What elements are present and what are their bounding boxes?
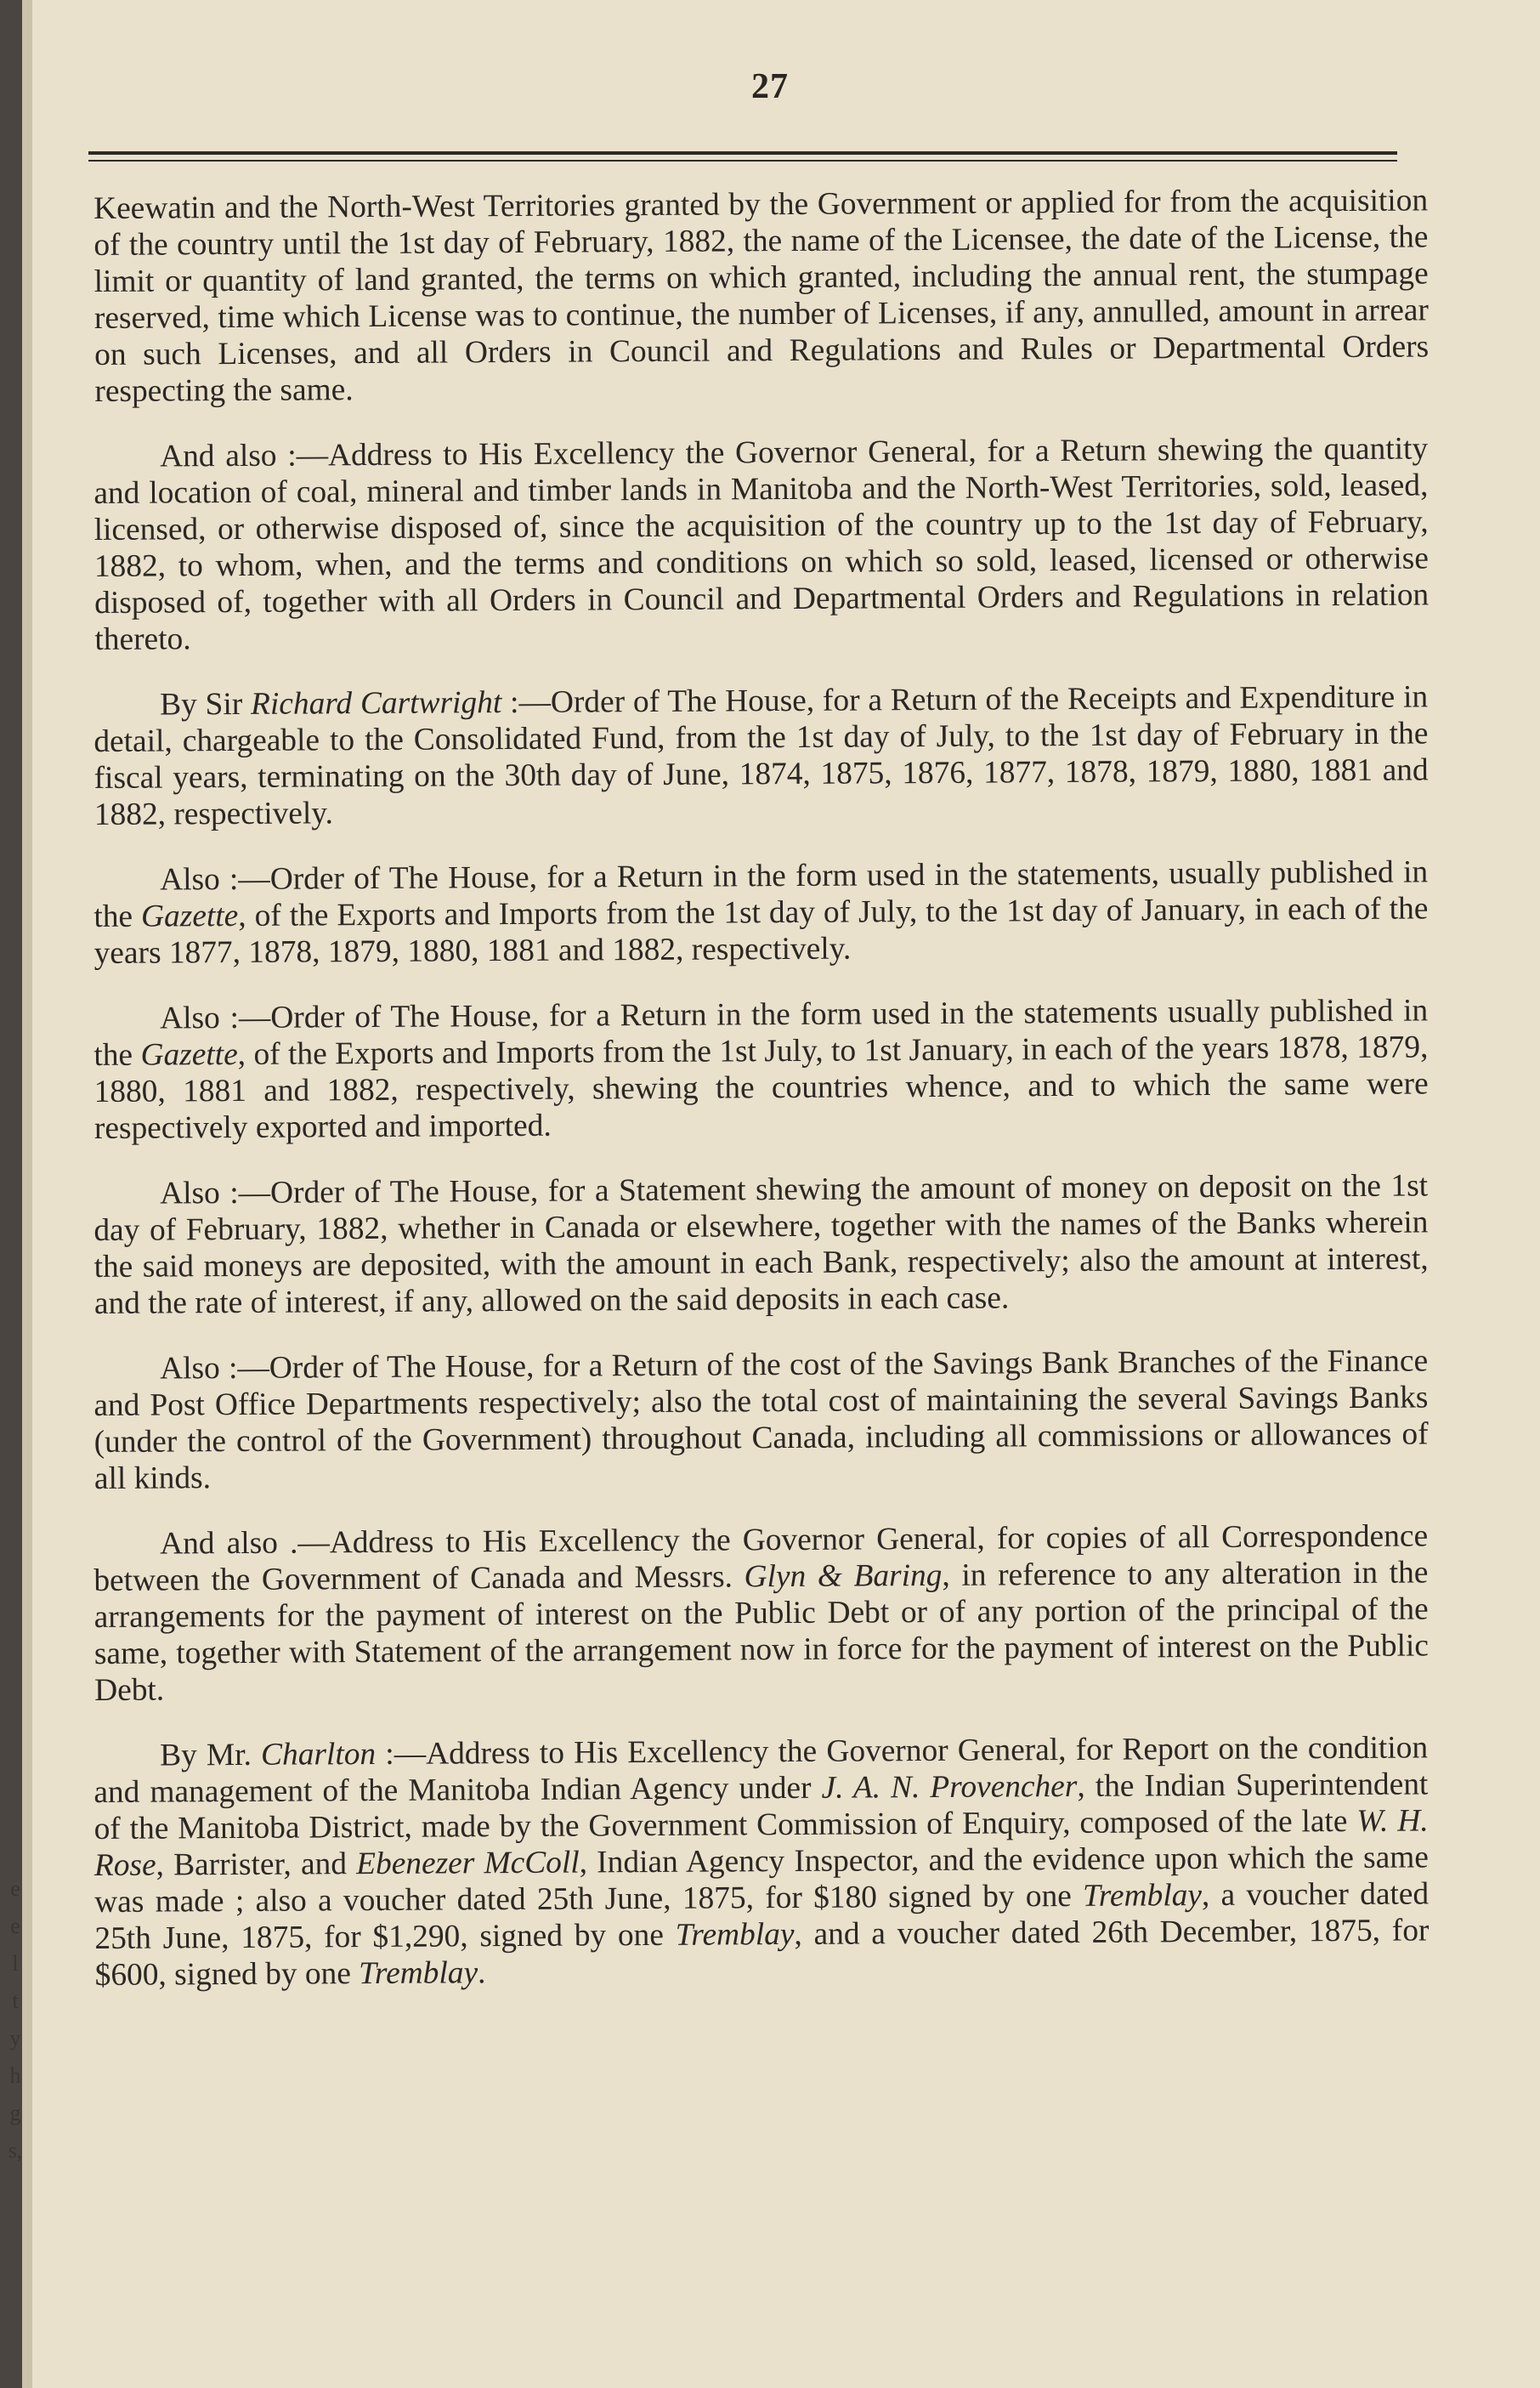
paragraph-text: By Sir xyxy=(160,686,252,723)
paragraph-text: Also :—Order of The House, for a Return of the cost of the Savings Bank Branches of the Finance and Post Office Departments respectively; also the total cost of maintaining the several Savings Banks (under the control of the Government) throughout Canada, including all commissions or allowances of all kinds. xyxy=(93,1343,1429,1496)
paragraph-text: Keewatin and the North-West Territories granted by the Government or applied for from the acquisition of the country until the 1st day of February, 1882, the name of the Licensee, the date of the License, the limit or quantity of land granted, the terms on which granted, including the annual rent, the stumpage reserved, time which License was to continue, the number of Licenses, if any, annulled, amount in arrear on such Licenses, and all Orders in Council and Regulations and Rules or Departmental Orders respecting the same. xyxy=(93,183,1430,409)
paragraph-4 xyxy=(93,854,1429,972)
italic-name-text: Tremblay xyxy=(675,1916,795,1953)
margin-glyph: g xyxy=(9,2101,21,2125)
paragraph-text: , of the Exports and Imports from the 1st July, to 1st January, in each of the years 1878, 1879, 1880, 1881 and 1882, respectively, shewing the countries whence, and to which the same were respectively exported and imported. xyxy=(93,1030,1429,1146)
page-number: 27 xyxy=(751,67,789,106)
paragraph-text: , the Indian Superintendent of the Manitoba District, made by the Government Commission of Enquiry, composed of the late xyxy=(93,1767,1429,1846)
italic-name-text: Charlton xyxy=(260,1736,377,1773)
paragraph-text: Also :—Order of The House, for a Return in the form used in the statements, usually published in the xyxy=(93,854,1429,934)
paragraph-3 xyxy=(93,678,1429,833)
margin-glyph: l xyxy=(12,1951,19,1976)
previous-page-margin-fragments xyxy=(0,1870,31,2170)
paragraph-2 xyxy=(93,430,1430,658)
italic-name-text: Tremblay xyxy=(1082,1878,1203,1914)
paragraph-9 xyxy=(93,1729,1430,1994)
margin-glyph: y xyxy=(9,2026,21,2051)
paragraph-7 xyxy=(93,1342,1429,1497)
paragraph-text: , in reference to any alteration in the arrangements for the payment of interest on the Public Debt or of any portion of the principal of the same, together with Statement of the arrangement now in force for the payment of interest on the Public Debt. xyxy=(93,1555,1430,1708)
page-body xyxy=(93,183,1430,2022)
paragraph-8 xyxy=(93,1517,1429,1709)
italic-name-text: Glyn & Baring xyxy=(744,1557,943,1595)
paragraph-text: Also :—Order of The House, for a Return in the form used in the statements usually published in the xyxy=(93,993,1429,1073)
paragraph-text: :—Order of The House, for a Return of the Receipts and Expenditure in detail, chargeable to the Consolidated Fund, from the 1st day of July, to the 1st day of February in the fiscal years, terminating on the 30th day of June, 1874, 1875, 1876, 1877, 1878, 1879, 1880, 1881 and 1882, respectively. xyxy=(93,679,1429,832)
italic-name-text: Ebenezer McColl xyxy=(356,1845,580,1882)
italic-name-text: Tremblay xyxy=(359,1955,478,1992)
margin-glyph: h xyxy=(9,2063,21,2088)
italic-name-text: Richard Cartwright xyxy=(250,685,502,722)
paragraph-1 xyxy=(93,182,1430,410)
header-rule-thin xyxy=(88,160,1397,162)
margin-glyph: e xyxy=(10,1914,20,1938)
paragraph-text: , Barrister, and xyxy=(156,1846,357,1883)
italic-name-text: J. A. N. Provencher xyxy=(821,1768,1078,1806)
paragraph-5 xyxy=(93,992,1429,1147)
paragraph-text: , and a voucher dated 26th December, 1875, for $600, signed by one xyxy=(94,1913,1430,1993)
paragraph-text: And also :—Address to His Excellency the Governor General, for a Return shewing the quantity and location of coal, mineral and timber lands in Manitoba and the North-West Territories, sold, leased, licensed, or otherwise disposed of, since the acquisition of the country up to the 1st day of February, 1882, to whom, when, and the terms and conditions on which so sold, leased, licensed or otherwise disposed of, together with all Orders in Council and Departmental Orders and Regulations in relation thereto. xyxy=(93,431,1430,657)
paragraph-text: , a voucher dated 25th June, 1875, for $1,290, signed by one xyxy=(94,1876,1430,1956)
margin-glyph: s, xyxy=(8,2138,23,2163)
italic-name-text: W. H. Rose xyxy=(93,1803,1429,1883)
paragraph-text: By Mr. xyxy=(160,1737,262,1773)
paragraph-text: , of the Exports and Imports from the 1st day of July, to the 1st day of January, in each of the years 1877, 1878, 1879, 1880, 1881 and 1882, respectively. xyxy=(93,891,1429,971)
margin-glyph: e xyxy=(10,1876,20,1901)
paragraph-text: , Indian Agency Inspector, and the evidence upon which the same was made ; also a voucher dated 25th June, 1875, for $180 signed by one xyxy=(94,1840,1430,1920)
paragraph-text: . xyxy=(477,1955,486,1991)
paragraph-text: And also .—Address to His Excellency the Governor General, for copies of all Correspondence between the Government of Canada and Messrs. xyxy=(93,1518,1429,1598)
italic-name-text: Gazette xyxy=(140,1036,238,1073)
italic-name-text: Gazette xyxy=(140,898,239,934)
paragraph-text: :—Address to His Excellency the Governor General, for Report on the condition and management of the Manitoba Indian Agency under xyxy=(93,1730,1429,1810)
header-rule-thick xyxy=(88,151,1397,155)
paragraph-text: Also :—Order of The House, for a Statement shewing the amount of money on deposit on the 1st day of February, 1882, whether in Canada or elsewhere, together with the names of the Banks wherein the said moneys are deposited, with the amount in each Bank, respectively; also the amount at interest, and the rate of interest, if any, allowed on the said deposits in each case. xyxy=(93,1168,1429,1321)
margin-glyph: t xyxy=(12,1988,19,2013)
paragraph-6 xyxy=(93,1167,1429,1322)
